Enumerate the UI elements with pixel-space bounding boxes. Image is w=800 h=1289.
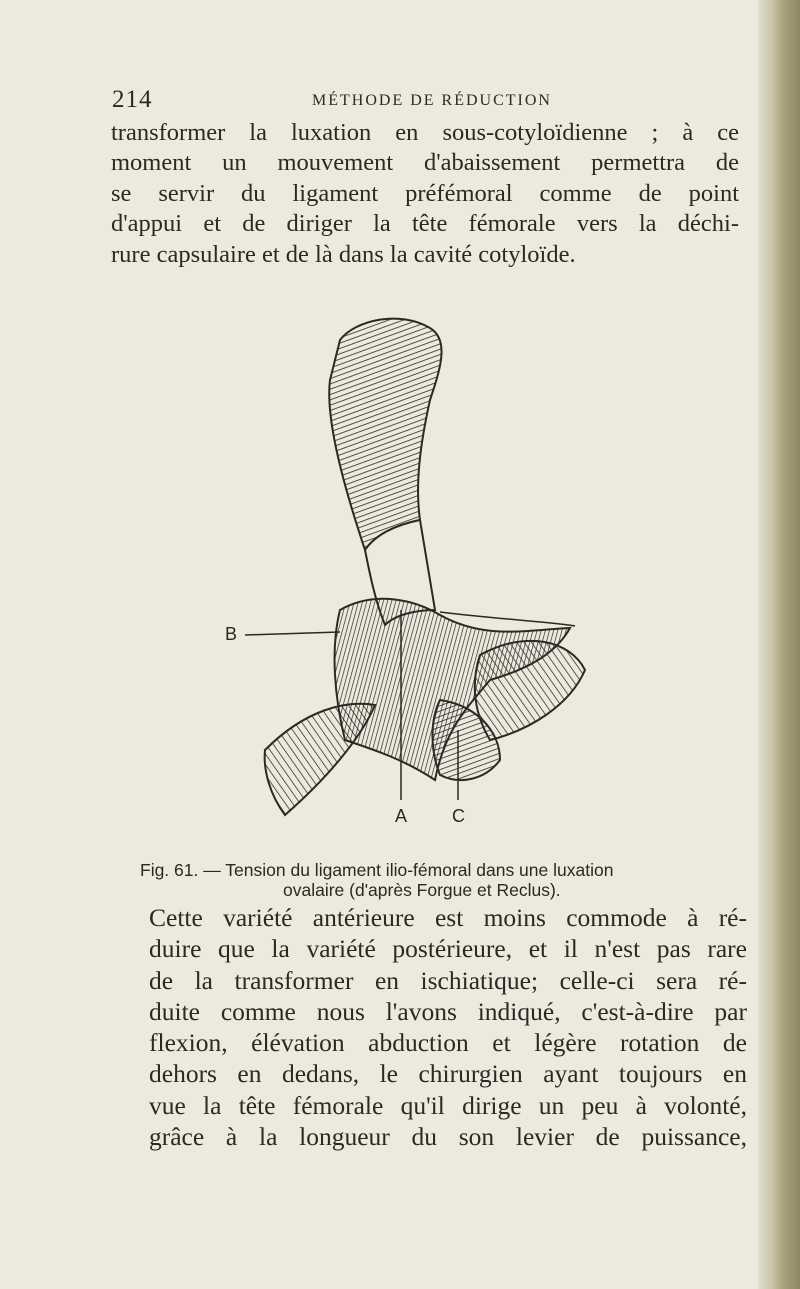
- figure-caption: [140, 860, 740, 900]
- page-edge-shadow: [758, 0, 800, 1289]
- text-line: de la transformer en ischiatique; celle-ci sera ré-: [149, 965, 747, 995]
- caption-line-1: — Tension du ligament ilio-fémoral dans une luxation: [203, 860, 614, 880]
- figure-hip-illustration: [225, 310, 695, 850]
- caption-line-2: ovalaire (d'après Forgue et Reclus).: [283, 880, 561, 900]
- page-header: [112, 86, 732, 118]
- text-line: duite comme nous l'avons indiqué, c'est-à-dire par: [149, 996, 747, 1026]
- pubic-ramus-shape: [265, 704, 375, 815]
- ischium-shape: [475, 641, 585, 740]
- figure-label-b: B: [225, 624, 238, 644]
- text-line: flexion, élévation abduction et légère rotation de: [149, 1028, 747, 1058]
- label-b-leader: [245, 632, 340, 635]
- paragraph-body: [111, 902, 747, 1152]
- text-line: dehors en dedans, le chirurgien ayant toujours en: [149, 1059, 747, 1089]
- text-line: vue la tête fémorale qu'il dirige un peu à volonté,: [149, 1090, 747, 1120]
- ilium-shape: [329, 319, 441, 550]
- text-line: se servir du ligament préfémoral comme de point: [111, 179, 739, 207]
- text-line: Cette variété antérieure est moins commode à ré-: [149, 903, 747, 932]
- figure-label-a: A: [395, 806, 408, 826]
- text-line: rure capsulaire et de là dans la cavité cotyloïde.: [111, 240, 576, 268]
- text-line: moment un mouvement d'abaissement permettra de: [111, 149, 739, 177]
- caption-number: Fig. 61.: [140, 860, 199, 880]
- page-number: 214: [112, 86, 153, 113]
- paragraph-intro: [111, 118, 739, 270]
- text-line: duire que la variété postérieure, et il n'est pas rare: [149, 934, 747, 964]
- running-title: MÉTHODE DE RÉDUCTION: [312, 92, 552, 109]
- text-line: grâce à la longueur du son levier de puissance,: [149, 1122, 747, 1152]
- hip-ligament-engraving: [225, 310, 695, 850]
- text-line: transformer la luxation en sous-cotyloïdienne ; à ce: [111, 119, 739, 146]
- figure-label-c: C: [452, 806, 465, 826]
- text-line: d'appui et de diriger la tête fémorale vers la déchi-: [111, 210, 739, 238]
